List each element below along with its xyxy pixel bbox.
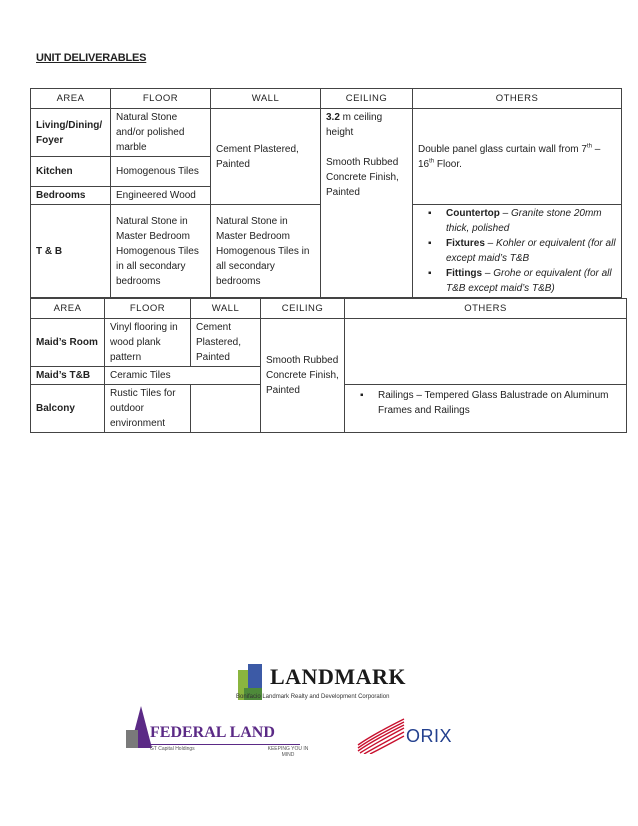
list-item [428, 266, 616, 296]
balcony-others-list [350, 388, 621, 418]
countertop-sep: – [499, 208, 512, 219]
federal-land-tagline: KEEPING YOU IN MIND [267, 746, 309, 758]
wall-balcony-empty [191, 385, 261, 433]
area-maid-tb: Maid’s T&B [31, 367, 105, 385]
area-tb: T & B [31, 205, 111, 298]
federal-land-name: FEDERAL LAND [150, 724, 275, 741]
federal-land-divider [150, 744, 300, 745]
others-sup-1: th [586, 143, 592, 150]
header-floor: FLOOR [111, 89, 211, 109]
fittings-text: Grohe or equivalent (for all T&B except maid’s T&B) [446, 268, 612, 294]
maid-balcony-table [30, 298, 627, 433]
list-item: ▪ Railings – Tempered Glass Balustrade on Aluminum Frames and Railings [360, 388, 621, 418]
floor-living: Natural Stone and/or polished marble [111, 109, 211, 157]
wall-tb: Natural Stone in Master Bedroom Homogenous Tiles in all secondary bedrooms [211, 205, 321, 298]
unit-deliverables-table [30, 88, 622, 298]
table-row [31, 319, 627, 367]
table-header-row [31, 89, 622, 109]
floor-bedrooms: Engineered Wood [111, 187, 211, 205]
ceiling-main [321, 109, 413, 298]
floor-tb: Natural Stone in Master Bedroom Homogenous Tiles in all secondary bedrooms [111, 205, 211, 298]
federal-land-subtitle: GT Capital Holdings [150, 746, 195, 752]
orix-name: ORIX [406, 726, 453, 746]
wall-main: Cement Plastered, Painted [211, 109, 321, 205]
ceiling-finish: Smooth Rubbed Concrete Finish, Painted [326, 157, 399, 198]
landmark-subtitle: Bonifacio Landmark Realty and Development Corporation [236, 694, 390, 700]
list-item [428, 236, 616, 266]
fittings-label: Fittings [446, 268, 483, 279]
others-tb [413, 205, 622, 298]
fixtures-sep: – [484, 238, 497, 249]
ceiling-height-value: 3.2 [326, 112, 340, 123]
floor-balcony: Rustic Tiles for outdoor environment [105, 385, 191, 433]
countertop-label: Countertop [446, 208, 500, 219]
landmark-name: LANDMARK [270, 664, 406, 689]
others-main-text-c: Floor. [434, 158, 462, 170]
floor-kitchen: Homogenous Tiles [111, 157, 211, 187]
header-ceiling: CEILING [321, 89, 413, 109]
table-row [31, 109, 622, 157]
area-maid-room: Maid’s Room [31, 319, 105, 367]
header-others: OTHERS [345, 299, 627, 319]
list-item [428, 206, 616, 236]
orix-mark-icon [356, 718, 406, 754]
ceiling-height-text: m ceiling height [326, 112, 383, 138]
others-main [413, 109, 622, 205]
header-ceiling: CEILING [261, 299, 345, 319]
countertop-text: Granite stone 20mm thick, polished [446, 208, 602, 234]
others-empty [345, 319, 627, 385]
landmark-logo [236, 662, 416, 706]
header-wall: WALL [191, 299, 261, 319]
tb-others-list [418, 206, 616, 296]
fittings-sep: – [482, 268, 494, 279]
ceiling-table2: Smooth Rubbed Concrete Finish, Painted [261, 319, 345, 433]
header-wall: WALL [211, 89, 321, 109]
orix-logo [356, 718, 462, 758]
fixtures-text: Kohler or equivalent (for all except maid’s T&B [446, 238, 616, 264]
table-header-row [31, 299, 627, 319]
fixtures-label: Fixtures [446, 238, 485, 249]
area-living: Living/Dining/ Foyer [31, 109, 111, 157]
area-bedrooms: Bedrooms [31, 187, 111, 205]
header-others: OTHERS [413, 89, 622, 109]
floor-maid-tb: Ceramic Tiles [105, 367, 261, 385]
header-area: AREA [31, 299, 105, 319]
header-floor: FLOOR [105, 299, 191, 319]
floor-maid-room: Vinyl flooring in wood plank pattern [105, 319, 191, 367]
page-title: UNIT DELIVERABLES [36, 52, 147, 64]
area-balcony: Balcony [31, 385, 105, 433]
federal-land-logo [126, 706, 312, 758]
wall-maid-room: Cement Plastered, Painted [191, 319, 261, 367]
others-balcony [345, 385, 627, 433]
area-kitchen: Kitchen [31, 157, 111, 187]
others-main-text-a: Double panel glass curtain wall from 7 [418, 143, 587, 155]
header-area: AREA [31, 89, 111, 109]
others-main-text-b: – 16 [418, 143, 601, 170]
others-sup-2: th [429, 158, 435, 165]
